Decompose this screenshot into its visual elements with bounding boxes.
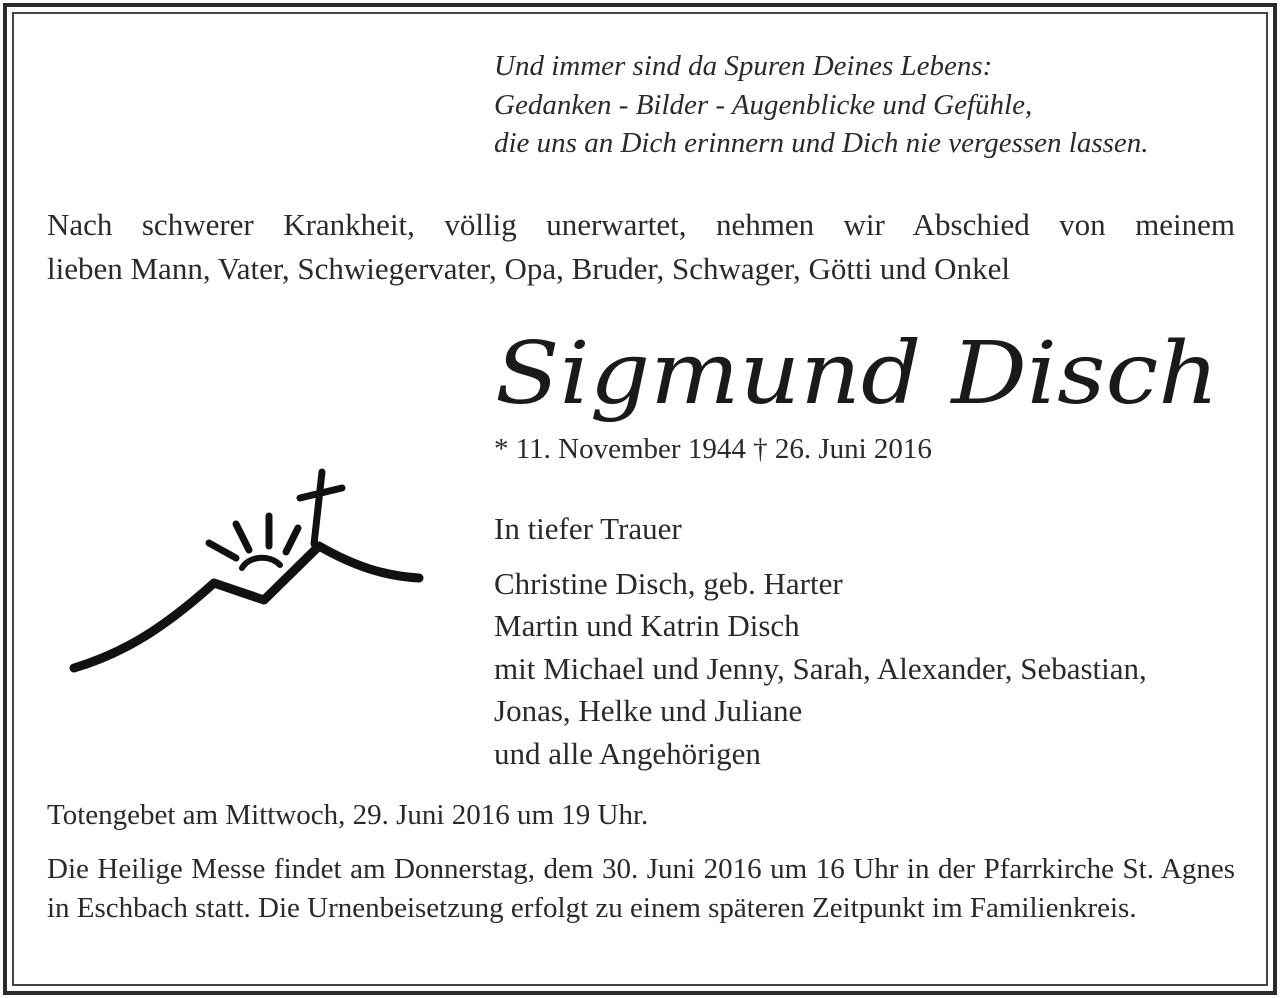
- mourner-line: und alle Angehörigen: [494, 735, 761, 771]
- quote-line: Und immer sind da Spuren Deines Lebens:: [494, 50, 993, 82]
- intro-line: Nach schwerer Krankheit, völlig unerwartet, nehmen wir Abschied von meinem: [47, 207, 1235, 242]
- quote-line: Gedanken - Bilder - Augenblicke und Gefühle,: [494, 88, 1033, 121]
- mountain-sun-cross-icon: [64, 468, 434, 678]
- intro-line: lieben Mann, Vater, Schwiegervater, Opa, Bruder, Schwager, Götti und Onkel: [47, 251, 1010, 286]
- mourners-list: [494, 508, 1147, 775]
- memorial-quote: [494, 47, 1254, 163]
- mourner-line: mit Michael und Jenny, Sarah, Alexander, Sebastian,: [494, 650, 1147, 686]
- quote-line: die uns an Dich erinnern und Dich nie vergessen lassen.: [494, 127, 1149, 159]
- deceased-name-text: Sigmund Disch: [495, 324, 1219, 424]
- mass-notice: Die Heilige Messe findet am Donnerstag, dem 30. Juni 2016 um 16 Uhr in der Pfarrkirche St. Agnes in Eschbach statt. Die Urnenbeisetzung erfolgt zu einem späteren Zeitpunkt im Familienkreis.: [47, 853, 1235, 924]
- life-dates: * 11. November 1944 † 26. Juni 2016: [494, 433, 932, 465]
- mourner-line: Martin und Katrin Disch: [494, 608, 800, 643]
- intro-text: [47, 203, 1235, 291]
- mourner-line: Christine Disch, geb. Harter: [494, 565, 843, 601]
- mourners-heading: In tiefer Trauer: [494, 511, 682, 546]
- mourner-line: Jonas, Helke und Juliane: [494, 693, 803, 728]
- prayer-notice: Totengebet am Mittwoch, 29. Juni 2016 um 19 Uhr.: [47, 799, 649, 831]
- deceased-name: [489, 313, 1229, 433]
